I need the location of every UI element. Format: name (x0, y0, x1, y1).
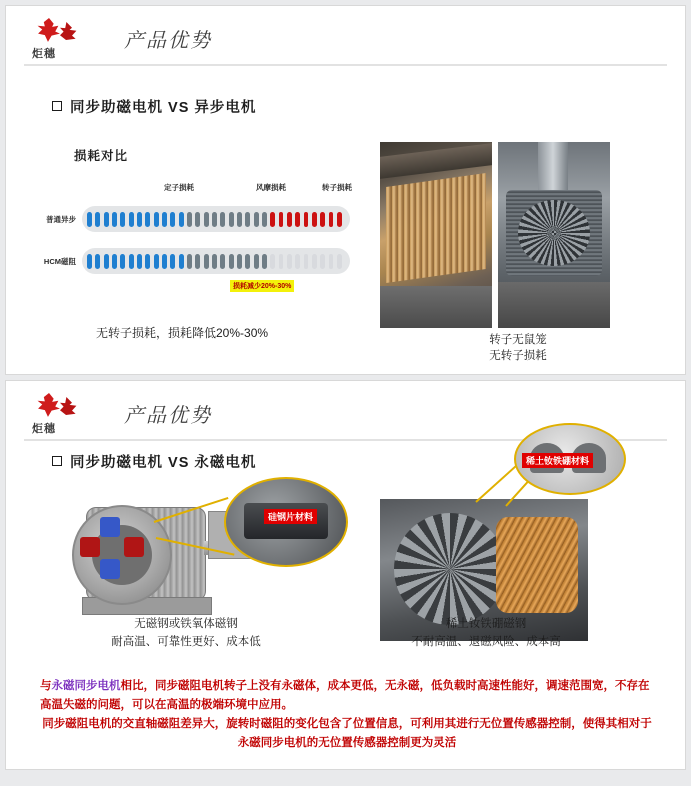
right-caption (372, 615, 600, 651)
rotor-coil-detail (386, 173, 486, 283)
chart-tick (237, 254, 242, 269)
chart-tick (95, 212, 100, 227)
chart-caption: 无转子损耗，损耗降低20%-30% (96, 326, 269, 340)
copper-winding (496, 517, 578, 613)
chart-tick (179, 254, 184, 269)
photo-floor (498, 282, 610, 328)
chart-tick (112, 254, 117, 269)
bullet-square-icon (52, 456, 62, 466)
logo-text: 炬穗 (32, 48, 56, 60)
chart-tick (337, 212, 342, 227)
slide-2-section-title-text: 同步助磁电机 VS 永磁电机 (70, 455, 257, 471)
chart-tick (170, 212, 175, 227)
left-caption-line-2: 耐高温、可靠性更好、成本低 (111, 636, 261, 648)
slide-1-title: 产品优势 (124, 28, 212, 52)
chart-tick (220, 212, 225, 227)
chart-tick (212, 254, 217, 269)
chart-tick (145, 254, 150, 269)
chart-tick (287, 212, 292, 227)
chart-title: 损耗对比 (74, 149, 129, 163)
chart-tick (179, 212, 184, 227)
rotor-pole-icon (100, 517, 120, 537)
chart-tick (137, 254, 142, 269)
chart-tick (162, 212, 167, 227)
chart-tick (337, 254, 342, 269)
chart-tick (254, 254, 259, 269)
chart-tick (204, 212, 209, 227)
chart-tick (304, 254, 309, 269)
chart-tick (187, 254, 192, 269)
chart-tick (154, 254, 159, 269)
chart-tick (295, 212, 300, 227)
chart-tick (245, 212, 250, 227)
chart-tick (229, 212, 234, 227)
chart-tick (304, 212, 309, 227)
chart-tick (270, 212, 275, 227)
chart-header-rotor: 转子损耗 (322, 183, 352, 192)
rotor-winding-photo (380, 142, 492, 328)
photo-floor (380, 286, 492, 328)
chart-tick (129, 254, 134, 269)
left-caption-line-1: 无磁钢或铁氧体磁钢 (134, 618, 238, 630)
chart-tick (104, 212, 109, 227)
rotor-core-photo (498, 142, 610, 328)
chart-tick (204, 254, 209, 269)
conclusion-highlight: 永磁同步电机 (51, 680, 121, 692)
flame-secondary-icon (58, 397, 78, 419)
chart-tick (320, 212, 325, 227)
conclusion-text (40, 677, 654, 753)
flame-secondary-icon (58, 22, 78, 44)
chart-tick (87, 254, 92, 269)
slide-1-header (6, 6, 685, 68)
chart-tick (95, 254, 100, 269)
slide-product-advantage-1 (5, 5, 686, 375)
left-caption (66, 615, 306, 651)
chart-tick (229, 254, 234, 269)
chart-tick (287, 254, 292, 269)
slide-1-photo-caption (438, 332, 598, 364)
chart-tick (195, 212, 200, 227)
core-slot-pattern (518, 200, 590, 266)
chart-tick (262, 254, 267, 269)
chart-tick (245, 254, 250, 269)
loss-comparison-chart (34, 182, 354, 294)
chart-tick (129, 212, 134, 227)
flame-icon (36, 18, 62, 44)
chart-row-async (34, 206, 354, 234)
slide-1-section-title-text: 同步助磁电机 VS 异步电机 (70, 100, 257, 116)
chart-tick (279, 212, 284, 227)
chart-tick (329, 254, 334, 269)
chart-tick (145, 212, 150, 227)
chart-tick (237, 212, 242, 227)
chart-tick (187, 212, 192, 227)
flame-icon (36, 393, 62, 419)
core-shaft (538, 142, 568, 194)
bullet-square-icon (52, 101, 62, 111)
slide-2-title: 产品优势 (124, 403, 212, 427)
company-logo (28, 391, 88, 437)
chart-row-label: 普通异步 (46, 215, 76, 224)
chart-tick (195, 254, 200, 269)
silicon-steel-label: 硅钢片材料 (264, 509, 317, 524)
chart-tick (154, 212, 159, 227)
logo-text: 炬穗 (32, 423, 56, 435)
chart-tick (320, 254, 325, 269)
chart-tick (137, 212, 142, 227)
chart-tick (270, 254, 275, 269)
right-caption-line-1: 稀土钕铁硼磁钢 (445, 618, 527, 630)
chart-tick (312, 212, 317, 227)
rotor-pole-icon (124, 537, 144, 557)
chart-tick (329, 212, 334, 227)
slide-1-section-title (52, 96, 256, 117)
chart-bar-track (82, 206, 350, 232)
photo-caption-line-1: 转子无鼠笼 (489, 334, 547, 346)
stator-slot-ring (394, 513, 506, 625)
chart-tick (279, 254, 284, 269)
slide-product-advantage-2 (5, 380, 686, 770)
chart-tick (262, 212, 267, 227)
chart-row-label: HCM磁阻 (43, 257, 76, 266)
chart-header-windage: 风摩损耗 (256, 183, 286, 192)
chart-tick (120, 254, 125, 269)
conclusion-prefix: 与 (40, 680, 52, 692)
chart-bar-track (82, 248, 350, 274)
chart-header-stator: 定子损耗 (164, 183, 194, 192)
chart-tick (220, 254, 225, 269)
header-divider (24, 64, 667, 66)
photo-caption-line-2: 无转子损耗 (489, 350, 547, 362)
chart-headers (34, 182, 354, 196)
chart-tick (112, 212, 117, 227)
chart-tick (87, 212, 92, 227)
chart-tick (170, 254, 175, 269)
conclusion-line-1 (40, 677, 654, 715)
conclusion-rest: 相比，同步磁阻电机转子上没有永磁体，成本更低，无永磁，低负载时高速性能好，调速范围宽，不存在高温失磁的问题，可以在高温的极端环境中应用。 (40, 680, 650, 711)
rotor-pole-icon (100, 559, 120, 579)
chart-tick (212, 212, 217, 227)
chart-tick (120, 212, 125, 227)
ndfeb-label: 稀土钕铁硼材料 (522, 453, 593, 468)
conclusion-line-2: 同步磁阻电机的交直轴磁阻差异大，旋转时磁阻的变化包含了位置信息，可利用其进行无位置传感器控制，使得其相对于永磁同步电机的无位置传感器控制更为灵活 (42, 718, 652, 749)
slide-2-section-title (52, 451, 256, 472)
chart-tick (104, 254, 109, 269)
chart-tick (162, 254, 167, 269)
rotor-pole-icon (80, 537, 100, 557)
chart-tick (254, 212, 259, 227)
chart-tick (312, 254, 317, 269)
chart-row-hcm (34, 248, 354, 276)
chart-tick (295, 254, 300, 269)
chart-note-badge: 损耗减少20%-30% (230, 280, 294, 292)
right-caption-line-2: 不耐高温、退磁风险、成本高 (411, 636, 561, 648)
company-logo (28, 16, 88, 62)
